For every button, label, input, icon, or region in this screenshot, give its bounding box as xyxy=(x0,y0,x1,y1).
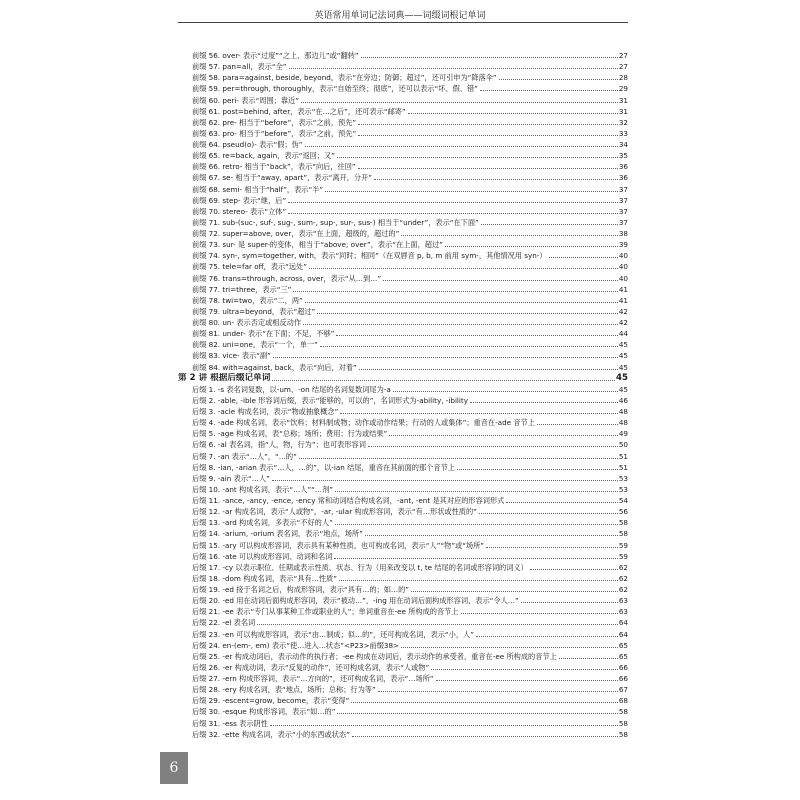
toc-page-number: 62 xyxy=(618,562,628,572)
toc-entry-text: 后缀 16. -ate 可以构成形容词、动词和名词 xyxy=(192,551,333,561)
toc-page-number: 51 xyxy=(618,451,628,461)
toc-page-number: 68 xyxy=(618,696,628,706)
toc-page-number: 46 xyxy=(618,395,628,405)
toc-entry-text: 前缀 84. with=against, back，表示“向后，对着” xyxy=(192,362,357,372)
toc-page-number: 40 xyxy=(618,262,628,272)
toc-entry[interactable] xyxy=(178,562,628,573)
toc-page-number: 36 xyxy=(618,162,628,172)
toc-page-number: 37 xyxy=(618,195,628,205)
toc-leader-dots xyxy=(461,613,618,614)
toc-entry[interactable] xyxy=(178,273,628,284)
toc-entry[interactable] xyxy=(178,61,628,72)
toc-page-number: 50 xyxy=(618,440,628,450)
toc-leader-dots xyxy=(476,636,618,637)
toc-leader-dots xyxy=(288,213,618,214)
toc-entry[interactable] xyxy=(178,551,628,562)
toc-entry[interactable] xyxy=(178,239,628,250)
toc-page-number: 44 xyxy=(618,329,628,339)
toc-page-number: 64 xyxy=(618,629,628,639)
toc-entry[interactable] xyxy=(178,139,628,150)
toc-page-number: 59 xyxy=(618,540,628,550)
toc-chapter-heading[interactable] xyxy=(178,373,628,384)
toc-page-number: 63 xyxy=(618,607,628,617)
toc-entry[interactable] xyxy=(178,384,628,395)
toc-entry[interactable] xyxy=(178,640,628,651)
toc-entry-text: 后缀 11. -ance, -ancy, -ence, -ency 常和动词结合构成名词，-ant, -ent 是其对应的形容词形式 xyxy=(192,496,505,505)
toc-entry[interactable] xyxy=(178,629,628,640)
toc-leader-dots xyxy=(506,502,618,503)
toc-entry-text: 后缀 25. -er 构成动词后，表示动作的执行者；-ee 构成在动词后，表示动作的承受者，重音在-ee 所构成的音节上 xyxy=(192,651,557,661)
toc-page-number: 38 xyxy=(618,229,628,238)
toc-entry-text: 后缀 15. -ary 可以构成形容词，表示具有某种性质，也可构成名词，表示“人”“物”或“场所” xyxy=(192,540,485,550)
header-rule xyxy=(178,22,628,23)
toc-entry-text: 后缀 6. -al 表名词，指“人，物，行为”；也可表形容词 xyxy=(192,440,366,450)
toc-leader-dots xyxy=(499,79,618,80)
toc-page-number: 41 xyxy=(618,295,628,305)
toc-leader-dots xyxy=(365,535,618,536)
toc-entry-text: 后缀 10. -ant 构成名词，表示“…人”“…剂” xyxy=(192,484,333,494)
toc-page-number: 34 xyxy=(618,140,628,149)
toc-leader-dots xyxy=(389,435,618,436)
toc-page-number: 36 xyxy=(618,173,628,183)
toc-entry[interactable] xyxy=(178,417,628,428)
toc-entry-text: 后缀 23. -en 可以构成形容词，表示“由…制成；似…的”，还可构成名词，表示“小，人” xyxy=(192,629,474,639)
toc-page-number: 40 xyxy=(618,273,628,283)
toc-entry-text: 后缀 12. -ar 构成名词，表示“人或物”，-ar, -ular 构成形容词，表示“有…形状或性质的” xyxy=(192,507,477,517)
toc-page-number: 35 xyxy=(618,151,628,161)
toc-entry-text: 前缀 68. semi- 相当于“half”，表示“半” xyxy=(192,184,324,194)
toc-page-number: 65 xyxy=(618,640,628,650)
toc-page-number: 58 xyxy=(618,707,628,717)
toc-entry-text: 前缀 81. under- 表示“在下面；不足，不够” xyxy=(192,329,335,339)
toc-entry[interactable] xyxy=(178,106,628,117)
toc-entry-text: 前缀 72. super=above, over，表示“在上面，超级的，超过的” xyxy=(192,229,400,238)
toc-leader-dots xyxy=(378,691,618,692)
toc-page-number: 37 xyxy=(618,217,628,227)
toc-entry[interactable] xyxy=(178,217,628,228)
toc-page-number: 37 xyxy=(618,206,628,216)
toc-entry-text: 前缀 65. re=back, again，表示“返回；又” xyxy=(192,151,335,161)
toc-page-number: 29 xyxy=(618,84,628,94)
toc-entry-text: 前缀 64. pseud(o)- 表示“假；伪” xyxy=(192,140,303,149)
toc-entry-text: 前缀 63. pro- 相当于“before”，表示“之前，预先” xyxy=(192,128,357,138)
toc-page-number: 31 xyxy=(618,106,628,116)
toc-entry[interactable] xyxy=(178,517,628,528)
toc-entry[interactable] xyxy=(178,95,628,106)
toc-entry-text: 后缀 20. -ed 用在动词后面构成形容词，表示“被动…”，-ing 用在动词后面构成形容词，表示“令人…” xyxy=(192,596,519,606)
toc-entry[interactable] xyxy=(178,473,628,484)
toc-leader-dots xyxy=(559,658,618,659)
toc-entry[interactable] xyxy=(178,161,628,172)
toc-entry-text: 后缀 9. -ain 表示“…人” xyxy=(192,473,270,483)
toc-leader-dots xyxy=(288,202,618,203)
toc-page-number: 67 xyxy=(618,685,628,695)
toc-page-number: 63 xyxy=(618,596,628,606)
toc-page-number: 53 xyxy=(618,484,628,494)
toc-entry[interactable] xyxy=(178,184,628,195)
toc-leader-dots xyxy=(272,480,618,481)
toc-leader-dots xyxy=(457,469,618,470)
toc-page-number: 40 xyxy=(618,251,628,261)
toc-entry[interactable] xyxy=(178,150,628,161)
toc-entry-text: 前缀 62. pre- 相当于“before”，表示“之前，预先” xyxy=(192,117,357,127)
toc-page-number: 58 xyxy=(618,518,628,528)
toc-leader-dots xyxy=(293,291,617,292)
toc-page-number: 54 xyxy=(618,496,628,505)
page-header: 英语常用单词记法词典——词缀词根记单词 xyxy=(314,11,486,21)
toc-entry-text: 前缀 67. se- 相当于“away, apart”，表示“离开，分开” xyxy=(192,173,373,183)
toc-entry-text: 后缀 13. -ard 构成名词，多表示“不好的人” xyxy=(192,518,333,528)
toc-leader-dots xyxy=(351,702,618,703)
toc-entry[interactable] xyxy=(178,350,628,361)
toc-leader-dots xyxy=(521,602,618,603)
toc-entry-text: 前缀 76. trans=through, across, over，表示“从…到…” xyxy=(192,273,382,283)
toc-page-number: 49 xyxy=(618,429,628,439)
toc-leader-dots xyxy=(481,224,618,225)
table-of-contents xyxy=(178,50,628,740)
toc-entry[interactable] xyxy=(178,662,628,673)
toc-entry[interactable] xyxy=(178,206,628,217)
toc-leader-dots xyxy=(352,736,618,737)
page-number-tab xyxy=(160,752,188,784)
toc-entry[interactable] xyxy=(178,50,628,61)
toc-page-number: 64 xyxy=(618,618,628,628)
toc-leader-dots xyxy=(289,68,618,69)
toc-entry[interactable] xyxy=(178,584,628,595)
toc-leader-dots xyxy=(436,680,618,681)
toc-entry-text: 后缀 28. -ery 构成名词，表“地点，场所；总称；行为等” xyxy=(192,685,376,695)
toc-entry-text: 前缀 83. vice- 表示“副” xyxy=(192,351,271,361)
toc-page-number: 48 xyxy=(618,407,628,416)
toc-leader-dots xyxy=(358,168,618,169)
toc-entry[interactable] xyxy=(178,117,628,128)
toc-entry[interactable] xyxy=(178,462,628,473)
toc-leader-dots xyxy=(530,569,618,570)
toc-page-number: 45 xyxy=(618,351,628,361)
toc-entry[interactable] xyxy=(178,651,628,662)
toc-page-number: 28 xyxy=(618,73,628,83)
toc-entry-text: 前缀 71. sub-(suc-, suf-, sug-, sum-, sup-, sur-, sus-) 相当于“under”，表示“在下面” xyxy=(192,217,479,227)
toc-leader-dots xyxy=(320,346,618,347)
toc-leader-dots xyxy=(411,591,618,592)
toc-entry-text: 前缀 57. pan=all，表示“全” xyxy=(192,62,287,72)
toc-entry-text: 后缀 27. -ern 构成形容词，表示“…方向的”，还可构成名词，表示“…场所” xyxy=(192,674,434,683)
toc-entry[interactable] xyxy=(178,706,628,717)
toc-entry[interactable] xyxy=(178,606,628,617)
toc-leader-dots xyxy=(549,257,618,258)
toc-entry-text: 后缀 29. -escent=grow, become，表示“变得” xyxy=(192,696,350,706)
toc-page-number: 48 xyxy=(618,418,628,428)
toc-entry[interactable] xyxy=(178,83,628,94)
toc-entry-text: 前缀 78. twi=two，表示“二，两” xyxy=(192,295,303,305)
toc-entry[interactable] xyxy=(178,540,628,551)
toc-page-number: 45 xyxy=(618,384,628,394)
toc-leader-dots xyxy=(479,513,618,514)
toc-leader-dots xyxy=(337,713,617,714)
toc-page-number: 45 xyxy=(618,362,628,372)
toc-page-number: 41 xyxy=(618,284,628,294)
toc-entry[interactable] xyxy=(178,428,628,439)
toc-entry-text: 后缀 24. en-(em-, em) 表示“使…进入…状态”<P23>前缀38> xyxy=(192,640,400,650)
toc-entry[interactable] xyxy=(178,328,628,339)
toc-leader-dots xyxy=(445,246,618,247)
toc-leader-dots xyxy=(325,191,618,192)
toc-entry-text: 后缀 31. -ess 表示阴性 xyxy=(192,718,268,728)
toc-entry-text: 后缀 4. -ade 构成名词，表示“饮料；材料制成物；动作或动作结果；行动的人或集体”；重音在-ade 音节上 xyxy=(192,418,535,428)
toc-entry[interactable] xyxy=(178,284,628,295)
toc-page-number: 42 xyxy=(618,318,628,327)
toc-leader-dots xyxy=(270,725,618,726)
toc-leader-dots xyxy=(537,424,618,425)
toc-entry[interactable] xyxy=(178,673,628,684)
toc-entry[interactable] xyxy=(178,406,628,417)
toc-leader-dots xyxy=(393,391,618,392)
toc-leader-dots xyxy=(374,179,618,180)
toc-entry-text: 后缀 17. -cy 以表示职位、任期或表示性质、状态、行为（用来改变以 t, te 结尾的名词或形容词的词义） xyxy=(192,562,528,572)
toc-entry-text: 后缀 32. -ette 构成名词，表示“小的东西或状态” xyxy=(192,729,350,739)
toc-entry-text: 前缀 82. uni=one，表示“一个，单一” xyxy=(192,340,318,350)
toc-page-number: 31 xyxy=(618,95,628,105)
toc-entry-text: 后缀 7. -an 表示“…人”，“…的” xyxy=(192,451,297,461)
toc-entry[interactable] xyxy=(178,451,628,462)
toc-entry[interactable] xyxy=(178,695,628,706)
toc-leader-dots xyxy=(359,369,618,370)
toc-entry[interactable] xyxy=(178,617,628,628)
toc-entry[interactable] xyxy=(178,195,628,206)
toc-entry-text: 前缀 77. tri=three，表示“三” xyxy=(192,284,292,294)
toc-leader-dots xyxy=(303,324,618,325)
toc-page-number: 32 xyxy=(618,117,628,127)
toc-page-number: 27 xyxy=(618,62,628,72)
toc-page-number: 59 xyxy=(618,551,628,561)
toc-entry-text: 前缀 75. tele=far off，表示“远处” xyxy=(192,262,307,272)
toc-leader-dots xyxy=(305,146,618,147)
toc-page-number: 42 xyxy=(618,306,628,316)
toc-page-number: 53 xyxy=(618,473,628,483)
toc-entry-text: 后缀 14. -arium, -orium 表名词，表示“地点，场所” xyxy=(192,529,363,539)
toc-entry[interactable] xyxy=(178,295,628,306)
toc-leader-dots xyxy=(335,524,618,525)
toc-entry[interactable] xyxy=(178,729,628,740)
toc-page-number: 39 xyxy=(618,240,628,250)
toc-entry-text: 前缀 59. per=through, thoroughly，表示“自始至终；彻底”，还可以表示“坏、假、错” xyxy=(192,84,478,94)
toc-leader-dots xyxy=(401,647,618,648)
toc-page-number: 62 xyxy=(618,573,628,583)
toc-leader-dots xyxy=(339,580,618,581)
toc-leader-dots xyxy=(272,380,615,381)
toc-entry[interactable] xyxy=(178,72,628,83)
toc-entry[interactable] xyxy=(178,439,628,450)
toc-entry-text: 后缀 26. -er 构成动词，表示“反复的动作”，还可构成名词，表示“人或物” xyxy=(192,662,430,672)
toc-page-number: 66 xyxy=(618,662,628,672)
toc-entry[interactable] xyxy=(178,339,628,350)
toc-leader-dots xyxy=(335,491,618,492)
toc-entry-text: 第 2 讲 根据后缀记单词 xyxy=(178,372,271,383)
toc-leader-dots xyxy=(309,268,618,269)
page-number: 6 xyxy=(169,760,179,776)
toc-entry-text: 后缀 19. -ed 接于名词之后，构成形容词，表示“具有…的；如…的” xyxy=(192,585,409,594)
toc-entry[interactable] xyxy=(178,261,628,272)
toc-leader-dots xyxy=(257,624,618,625)
toc-leader-dots xyxy=(358,135,618,136)
toc-entry-text: 后缀 5. -age 构成名词，表“总称；场所；费用；行为或结果” xyxy=(192,429,388,439)
toc-entry[interactable] xyxy=(178,250,628,261)
toc-leader-dots xyxy=(337,157,618,158)
toc-entry[interactable] xyxy=(178,495,628,506)
toc-entry-text: 后缀 1. -s 表名词复数，以-um、-on 结尾的名词复数词尾为-a xyxy=(192,384,391,394)
toc-leader-dots xyxy=(368,446,618,447)
toc-leader-dots xyxy=(301,102,618,103)
toc-page-number: 37 xyxy=(618,184,628,194)
toc-entry[interactable] xyxy=(178,595,628,606)
toc-entry-text: 后缀 8. -ian, -arian 表示“…人，…的”，以-ian 结尾，重音在其前面的那个音节上 xyxy=(192,462,455,472)
toc-leader-dots xyxy=(401,235,617,236)
toc-entry-text: 后缀 22. -el 表名词 xyxy=(192,618,256,628)
toc-leader-dots xyxy=(470,402,618,403)
toc-entry[interactable] xyxy=(178,306,628,317)
toc-entry-text: 后缀 2. -able, -ible 形容词后缀，表示“能够的，可以的”，名词形式为-ability, -ibility xyxy=(192,395,469,405)
toc-entry-text: 后缀 3. -acle 构成名词，表示“物或抽象概念” xyxy=(192,407,339,416)
toc-entry-text: 后缀 18. -dom 构成名词，表示“具有…性质” xyxy=(192,573,337,583)
toc-entry[interactable] xyxy=(178,528,628,539)
toc-leader-dots xyxy=(431,669,618,670)
toc-page-number: 58 xyxy=(618,718,628,728)
toc-page-number: 58 xyxy=(618,729,628,739)
toc-entry[interactable] xyxy=(178,172,628,183)
toc-entry[interactable] xyxy=(178,128,628,139)
toc-entry[interactable] xyxy=(178,317,628,328)
toc-entry[interactable] xyxy=(178,362,628,373)
toc-leader-dots xyxy=(317,313,618,314)
toc-leader-dots xyxy=(383,280,618,281)
toc-entry-text: 前缀 74. syn-, sym=together, with，表示“同时；相同”（在双唇音 p, b, m 前用 sym-，其他情况用 syn-） xyxy=(192,251,547,261)
toc-entry[interactable] xyxy=(178,484,628,495)
toc-entry[interactable] xyxy=(178,228,628,239)
toc-leader-dots xyxy=(305,302,618,303)
toc-entry-text: 前缀 58. para=against, beside, beyond，表示“在旁边；防御；超过”，还可引申为“降落伞” xyxy=(192,73,497,83)
toc-leader-dots xyxy=(336,335,617,336)
toc-entry-text: 前缀 80. un- 表示否定或相反动作 xyxy=(192,318,302,327)
toc-entry[interactable] xyxy=(178,718,628,729)
toc-page-number: 45 xyxy=(618,340,628,350)
toc-entry-text: 后缀 30. -esque 构成形容词，表示“如…的” xyxy=(192,707,336,717)
toc-entry-text: 前缀 66. retro- 相当于“back”，表示“向后，往回” xyxy=(192,162,356,172)
toc-entry-text: 后缀 21. -ee 表示“专门从事某种工作或职业的人”；单词重音在-ee 所构成的音节上 xyxy=(192,607,459,617)
toc-entry-text: 前缀 61. post=behind, after，表示“在…之后”，还可表示“邮寄” xyxy=(192,106,406,116)
toc-leader-dots xyxy=(299,458,618,459)
toc-page-number: 65 xyxy=(618,651,628,661)
toc-page-number: 33 xyxy=(618,128,628,138)
toc-page-number: 66 xyxy=(618,674,628,683)
toc-leader-dots xyxy=(486,547,618,548)
toc-page-number: 45 xyxy=(616,372,628,383)
toc-page-number: 56 xyxy=(618,507,628,517)
toc-entry[interactable] xyxy=(178,684,628,695)
toc-entry[interactable] xyxy=(178,573,628,584)
toc-page-number: 62 xyxy=(618,585,628,594)
toc-entry[interactable] xyxy=(178,506,628,517)
toc-leader-dots xyxy=(340,413,618,414)
toc-leader-dots xyxy=(358,124,618,125)
toc-entry-text: 前缀 56. over- 表示“过度”“之上、那边儿”或“翻转” xyxy=(192,51,359,60)
toc-page-number: 51 xyxy=(618,462,628,472)
toc-leader-dots xyxy=(408,113,618,114)
toc-leader-dots xyxy=(480,90,618,91)
toc-page-number: 58 xyxy=(618,529,628,539)
toc-leader-dots xyxy=(361,57,618,58)
toc-entry-text: 前缀 79. ultra=beyond，表示“超过” xyxy=(192,306,316,316)
toc-entry[interactable] xyxy=(178,395,628,406)
toc-leader-dots xyxy=(273,357,618,358)
toc-entry-text: 前缀 70. stereo- 表示“立体” xyxy=(192,206,287,216)
toc-entry-text: 前缀 73. sur- 是 super-的变体，相当于“above; over”，表示“在上面，超过” xyxy=(192,240,443,250)
toc-page-number: 27 xyxy=(618,51,628,60)
toc-leader-dots xyxy=(334,558,618,559)
toc-entry-text: 前缀 69. step- 表示“继，后” xyxy=(192,195,287,205)
toc-entry-text: 前缀 60. peri- 表示“周围；靠近” xyxy=(192,95,299,105)
